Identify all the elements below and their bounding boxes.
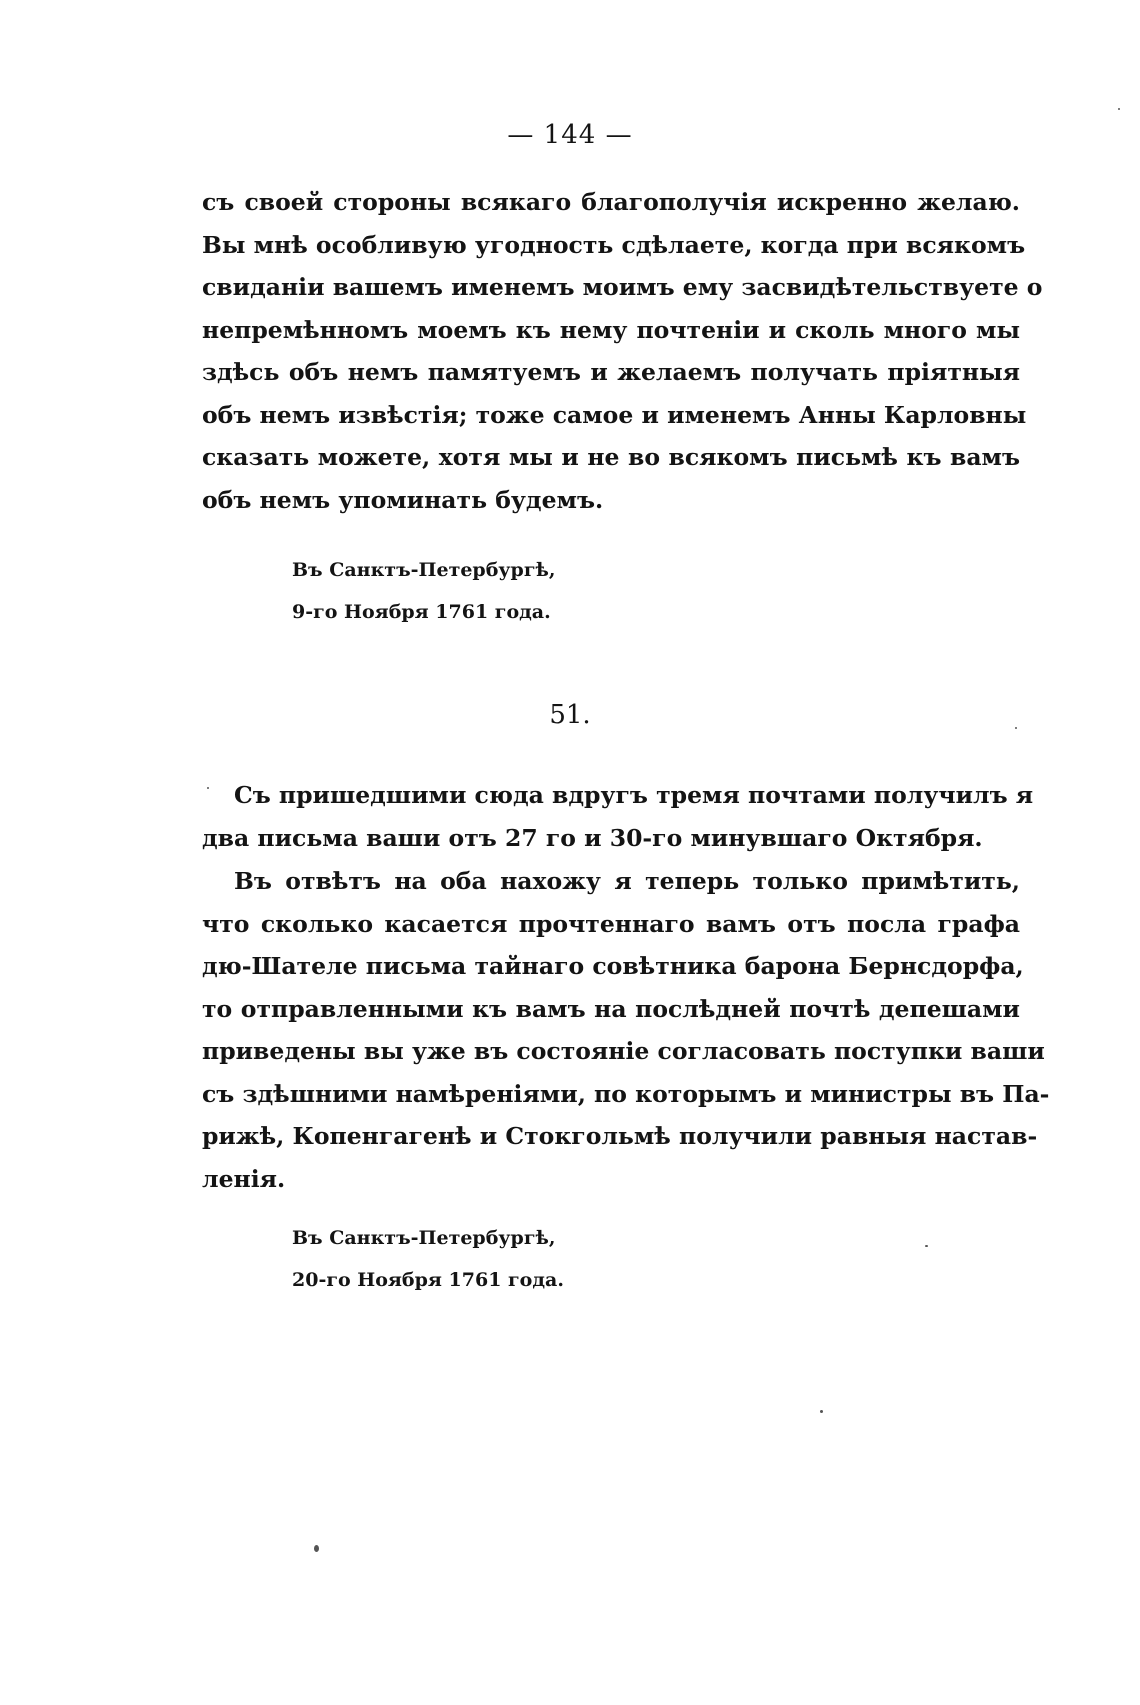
scan-speck	[1118, 108, 1120, 110]
signature-place: Въ Санктъ-Петербургѣ,	[292, 1227, 556, 1249]
scan-speck	[820, 1410, 823, 1413]
page-number: — 144 —	[507, 120, 633, 150]
text-line: съ своей стороны всякаго благополучія искренно желаю.	[202, 188, 1020, 216]
signature-date: 20-го Ноября 1761 года.	[292, 1269, 564, 1291]
text-line: Вы мнѣ особливую угодность сдѣлаете, когда при всякомъ	[202, 230, 1026, 259]
scan-speck	[207, 787, 209, 789]
text-line: непремѣнномъ моемъ къ нему почтеніи и сколь много мы	[202, 315, 1020, 344]
text-line: дю-Шателе письма тайнаго совѣтника барона Бернсдорфа,	[202, 952, 1024, 980]
letter-paragraph-1	[202, 774, 1034, 859]
continuation-paragraph	[202, 181, 1043, 521]
signature-date: 9-го Ноября 1761 года.	[292, 601, 551, 623]
text-line: здѣсь объ немъ памятуемъ и желаемъ получать пріятныя	[202, 358, 1020, 386]
scan-speck	[925, 1245, 928, 1247]
signature-block-2	[292, 1217, 564, 1301]
text-line: Въ отвѣтъ на оба нахожу я теперь только примѣтить,	[234, 867, 1020, 895]
letter-paragraph-2	[202, 860, 1050, 1200]
text-line: два письма ваши отъ 27 го и 30-го минувшаго Октября.	[202, 823, 983, 852]
letter-number: 51.	[549, 700, 591, 730]
text-line: то отправленными къ вамъ на послѣдней почтѣ депешами	[202, 994, 1020, 1023]
scan-speck	[314, 1545, 319, 1552]
text-line: свиданіи вашемъ именемъ моимъ ему засвидѣтельствуете о	[202, 273, 1043, 301]
text-line: съ здѣшними намѣреніями, по которымъ и министры въ Па-	[202, 1079, 1050, 1108]
signature-place: Въ Санктъ-Петербургѣ,	[292, 559, 556, 581]
text-line: объ немъ извѣстія; тоже самое и именемъ Анны Карловны	[202, 400, 1027, 429]
text-line: объ немъ упоминать будемъ.	[202, 485, 604, 514]
text-line: приведены вы уже въ состояніе согласовать поступки ваши	[202, 1037, 1045, 1065]
scan-speck	[1015, 727, 1017, 729]
text-line: сказать можете, хотя мы и не во всякомъ письмѣ къ вамъ	[202, 443, 1020, 471]
signature-block-1	[292, 549, 555, 633]
text-line: Съ пришедшими сюда вдругъ тремя почтами получилъ я	[234, 781, 1034, 809]
text-line: рижѣ, Копенгагенѣ и Стокгольмѣ получили равныя настав-	[202, 1122, 1038, 1150]
text-line: ленія.	[202, 1164, 286, 1193]
text-line: что сколько касается прочтеннаго вамъ отъ посла графа	[202, 909, 1020, 938]
